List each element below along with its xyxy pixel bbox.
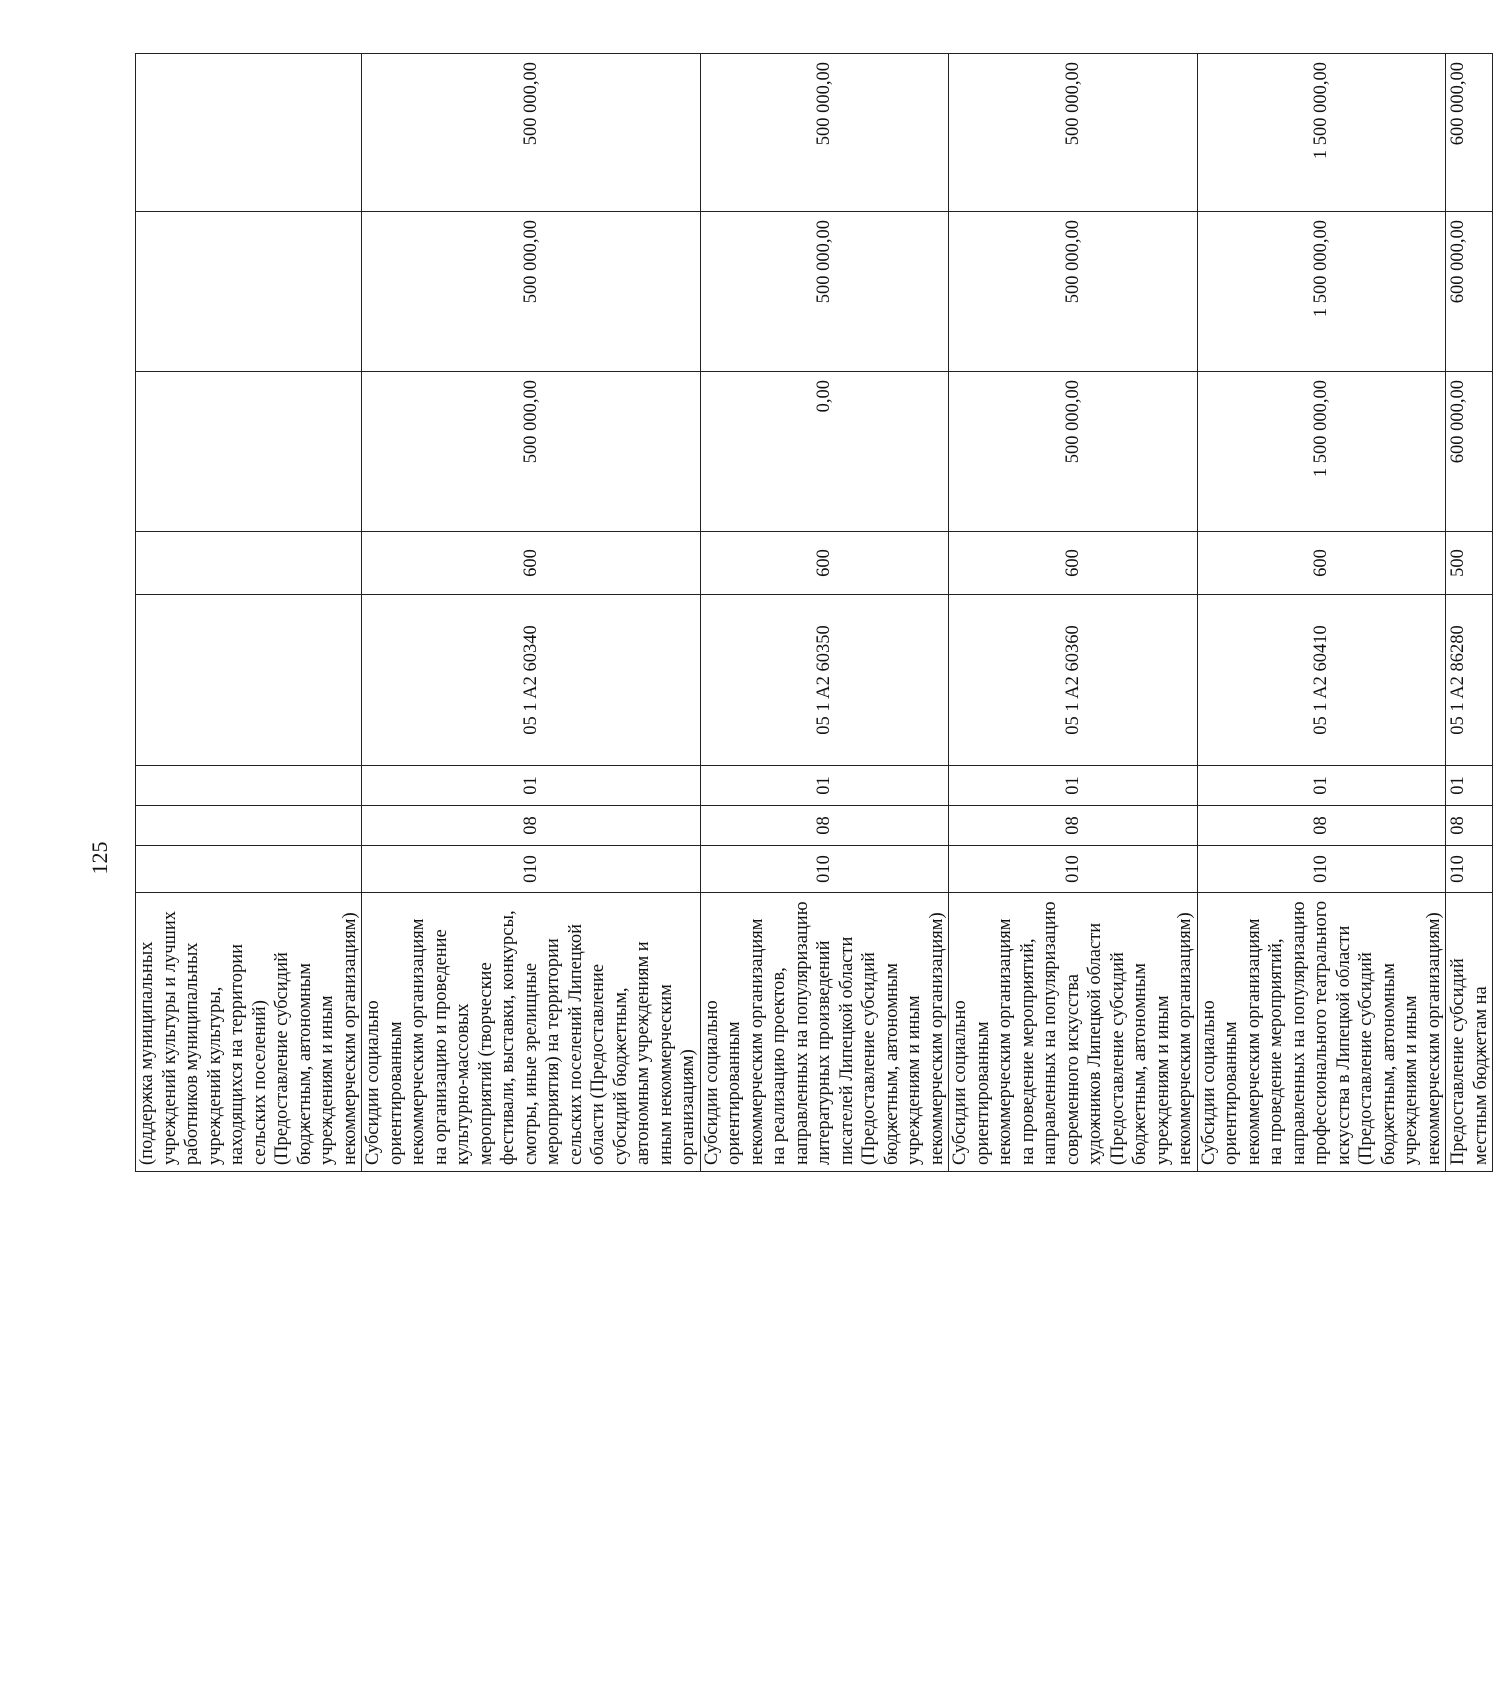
table-row [136, 54, 362, 1172]
cell-amount-1: 1 500 000,00 [1197, 372, 1446, 532]
cell-section: 08 [700, 806, 949, 846]
cell-grbs: 010 [362, 846, 701, 893]
table-row [700, 54, 949, 1172]
page-number: 125 [87, 841, 112, 875]
cell-amount-1: 0,00 [700, 372, 949, 532]
cell-section: 08 [1197, 806, 1446, 846]
cell-subsection [136, 766, 362, 806]
cell-subsection: 01 [949, 766, 1198, 806]
cell-amount-1: 600 000,00 [1446, 372, 1493, 532]
cell-description: Предоставление субсидий местным бюджетам на [1446, 893, 1493, 1172]
cell-amount-2: 500 000,00 [362, 212, 701, 372]
cell-target-article: 05 1 A2 60410 [1197, 595, 1446, 766]
table-row [1197, 54, 1446, 1172]
cell-grbs: 010 [1446, 846, 1493, 893]
cell-amount-3: 500 000,00 [949, 54, 1198, 212]
cell-target-article: 05 1 A2 60350 [700, 595, 949, 766]
cell-grbs: 010 [700, 846, 949, 893]
cell-subsection: 01 [362, 766, 701, 806]
cell-section: 08 [1446, 806, 1493, 846]
rotated-table-wrapper [135, 54, 1491, 1172]
cell-target-article: 05 1 A2 60360 [949, 595, 1198, 766]
cell-grbs [136, 846, 362, 893]
cell-expense-type: 500 [1446, 532, 1493, 595]
cell-section [136, 806, 362, 846]
table-row [362, 54, 701, 1172]
cell-amount-2: 600 000,00 [1446, 212, 1493, 372]
cell-section: 08 [362, 806, 701, 846]
cell-description: Субсидии социально ориентированным некоммерческим организациям на реализацию проектов, направленных на популяризацию литературных произведений писателей Липецкой области (Предоставление субсидий бюджетным, автономным учреждениям и иным некоммерческим организациям) [700, 893, 949, 1172]
cell-amount-1 [136, 372, 362, 532]
cell-amount-1: 500 000,00 [949, 372, 1198, 532]
cell-target-article: 05 1 A2 60340 [362, 595, 701, 766]
table-row [949, 54, 1198, 1172]
cell-amount-3: 600 000,00 [1446, 54, 1493, 212]
cell-description: Субсидии социально ориентированным некоммерческим организациям на проведение мероприятий, направленных на популяризацию современного искусства художников Липецкой области (Предоставление субсидий бюджетным, автономным учреждениям и иным некоммерческим организациям) [949, 893, 1198, 1172]
cell-expense-type: 600 [949, 532, 1198, 595]
cell-target-article: 05 1 A2 86280 [1446, 595, 1493, 766]
cell-amount-2: 500 000,00 [700, 212, 949, 372]
cell-subsection: 01 [1446, 766, 1493, 806]
cell-expense-type [136, 532, 362, 595]
budget-table [135, 53, 1493, 1172]
cell-amount-2 [136, 212, 362, 372]
cell-expense-type: 600 [700, 532, 949, 595]
cell-description: Субсидии социально ориентированным некоммерческим организациям на организацию и проведение культурно-массовых мероприятий (творческие фестивали, выставки, конкурсы, смотры, иные зрелищные мероприятия) на территории сельских поселений Липецкой области (Предоставление субсидий бюджетным, автономным учреждениям и иным некоммерческим организациям) [362, 893, 701, 1172]
cell-description: (поддержка муниципальных учреждений культуры и лучших работников муниципальных учреждений культуры, находящихся на территории сельских поселений) (Предоставление субсидий бюджетным, автономным учреждениям и иным некоммерческим организациям) [136, 893, 362, 1172]
cell-amount-1: 500 000,00 [362, 372, 701, 532]
cell-expense-type: 600 [1197, 532, 1446, 595]
cell-grbs: 010 [1197, 846, 1446, 893]
cell-subsection: 01 [700, 766, 949, 806]
cell-amount-2: 500 000,00 [949, 212, 1198, 372]
cell-amount-2: 1 500 000,00 [1197, 212, 1446, 372]
table-row [1446, 54, 1493, 1172]
cell-amount-3: 500 000,00 [700, 54, 949, 212]
cell-subsection: 01 [1197, 766, 1446, 806]
cell-amount-3: 500 000,00 [362, 54, 701, 212]
cell-description: Субсидии социально ориентированным некоммерческим организациям на проведение мероприятий, направленных на популяризацию профессионального театрального искусства в Липецкой области (Предоставление субсидий бюджетным, автономным учреждениям и иным некоммерческим организациям) [1197, 893, 1446, 1172]
cell-amount-3: 1 500 000,00 [1197, 54, 1446, 212]
cell-expense-type: 600 [362, 532, 701, 595]
cell-section: 08 [949, 806, 1198, 846]
cell-target-article [136, 595, 362, 766]
cell-amount-3 [136, 54, 362, 212]
cell-grbs: 010 [949, 846, 1198, 893]
